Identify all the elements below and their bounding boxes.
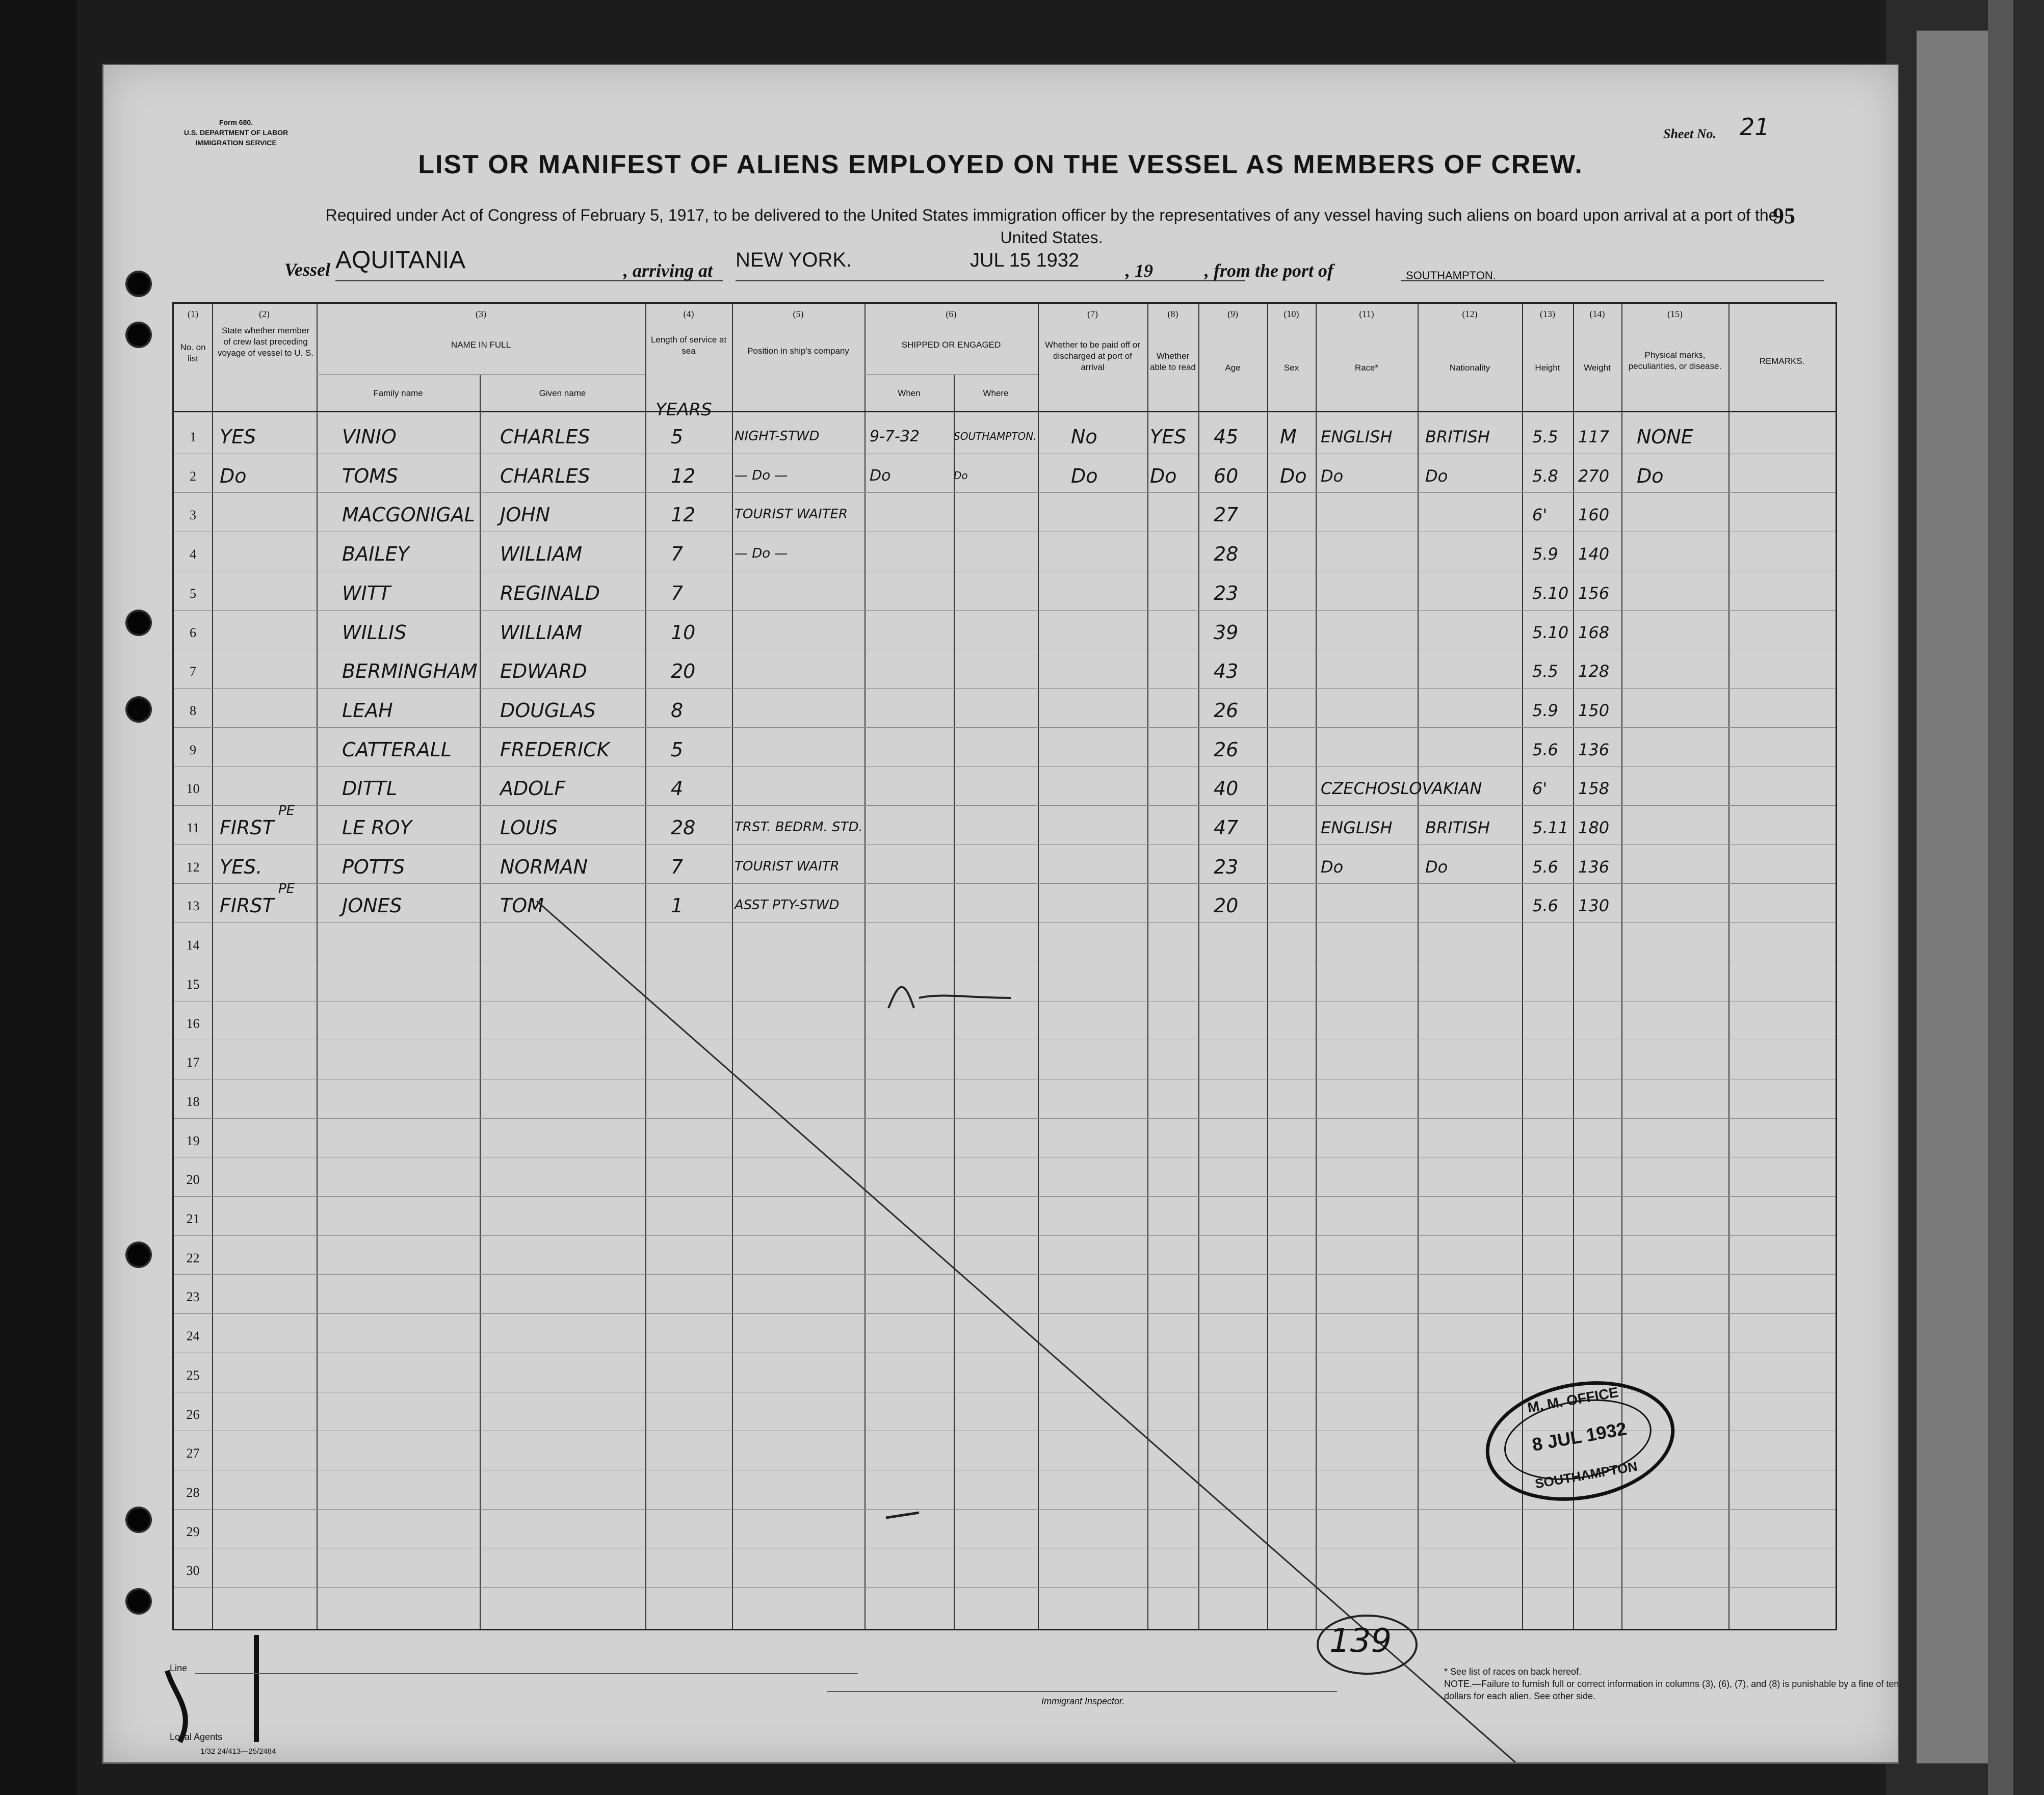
- colnum-1: (1): [188, 309, 198, 319]
- header-where: Where: [983, 388, 1009, 398]
- arrival-date: JUL 15 1932: [970, 250, 1080, 271]
- colnum-10: (10): [1283, 309, 1299, 319]
- colnum-4: (4): [683, 309, 694, 319]
- row-number: 7: [190, 664, 196, 679]
- cell-position: TRST. BEDRM. STD.: [735, 820, 863, 835]
- row-number: 1: [190, 430, 196, 444]
- row-number: 22: [186, 1250, 200, 1265]
- arriving-label: , arriving at: [623, 260, 713, 281]
- cell-state: YES.: [220, 855, 263, 878]
- colnum-14: (14): [1589, 309, 1605, 319]
- cell-family: LE ROY: [342, 816, 412, 839]
- cell-family: JONES: [342, 894, 402, 917]
- cell-height: 5.10: [1532, 583, 1569, 603]
- cell-family: BERMINGHAM: [342, 660, 478, 683]
- manifest-sheet: [102, 64, 1899, 1764]
- cell-weight: 158: [1578, 779, 1610, 799]
- colnum-6: (6): [946, 309, 957, 319]
- row-number: 30: [186, 1563, 200, 1578]
- cell-family: BAILEY: [342, 543, 409, 566]
- cell-given: JOHN: [500, 504, 551, 526]
- row-number: 14: [186, 938, 200, 953]
- cell-state: FIRST: [220, 894, 274, 917]
- row-number: 29: [186, 1524, 200, 1539]
- row-number: 16: [186, 1016, 200, 1031]
- cell-sex: Do: [1280, 464, 1307, 487]
- row-number: 26: [186, 1407, 200, 1422]
- fine-note: NOTE.—Failure to furnish full or correct information in columns (3), (6), (7), and (8) is punishable by a fine of ten dollars for each alien. See other side.: [1444, 1679, 1899, 1701]
- cell-weight: 128: [1578, 662, 1610, 681]
- cell-given: LOUIS: [500, 816, 558, 839]
- header-remarks: REMARKS.: [1759, 356, 1805, 366]
- cell-length: 8: [671, 699, 684, 722]
- row-number: 18: [186, 1094, 200, 1109]
- cell-length: 12: [671, 504, 696, 526]
- circled-number: 139: [1329, 1622, 1392, 1660]
- row-number: 20: [186, 1172, 200, 1187]
- cell-age: 40: [1214, 777, 1239, 800]
- cell-paid: No: [1071, 426, 1097, 448]
- cell-position: ASST PTY-STWD: [735, 898, 840, 913]
- header-family: Family name: [373, 388, 423, 398]
- cell-nationality: BRITISH: [1425, 818, 1490, 837]
- cell-family: WITT: [342, 582, 391, 604]
- cell-given: REGINALD: [500, 582, 600, 604]
- cell-given: CHARLES: [500, 464, 590, 487]
- adjacent-page-strip: [1917, 31, 1988, 1763]
- cell-position: TOURIST WAITER: [735, 507, 848, 522]
- cell-height: 5.5: [1532, 662, 1558, 681]
- cell-height: 5.6: [1532, 857, 1558, 877]
- handwritten-note: [888, 988, 894, 1006]
- cell-weight: 160: [1578, 505, 1610, 525]
- arrival-port: NEW YORK.: [736, 249, 852, 271]
- header-physical: Physical marks, peculiarities, or disease.: [1628, 350, 1722, 371]
- cell-family: MACGONIGAL: [342, 504, 475, 526]
- cell-family: LEAH: [342, 699, 393, 722]
- cell-sex: M: [1280, 426, 1297, 448]
- cell-height: 5.9: [1532, 700, 1558, 720]
- cell-given: DOUGLAS: [500, 699, 596, 722]
- diagonal-cancel-line: [103, 65, 1898, 1762]
- row-number: 12: [186, 859, 200, 875]
- cell-age: 45: [1214, 426, 1239, 448]
- row-number: 28: [186, 1485, 200, 1500]
- cell-where: Do: [954, 469, 968, 482]
- colnum-8: (8): [1167, 309, 1178, 319]
- row-number: 2: [190, 468, 196, 484]
- header-weight: Weight: [1584, 363, 1611, 373]
- colnum-9: (9): [1227, 309, 1238, 319]
- colnum-15: (15): [1667, 309, 1683, 319]
- cell-length: 20: [671, 660, 696, 683]
- row-number: 8: [190, 703, 196, 718]
- cell-weight: 180: [1578, 818, 1610, 837]
- cell-height: 5.9: [1532, 544, 1558, 564]
- cell-height: 5.11: [1532, 818, 1569, 837]
- cell-position: — Do —: [735, 467, 788, 483]
- stamp-port: SOUTHAMPTON: [1534, 1458, 1639, 1492]
- colnum-3: (3): [476, 309, 486, 319]
- cell-family: DITTL: [342, 777, 398, 800]
- cell-given: CHARLES: [500, 426, 590, 448]
- row-number: 27: [186, 1446, 200, 1461]
- cell-read: YES: [1150, 426, 1187, 448]
- cell-family: CATTERALL: [342, 738, 452, 761]
- cell-height: 6': [1532, 505, 1548, 525]
- cell-given: NORMAN: [500, 855, 588, 878]
- cell-weight: 150: [1578, 700, 1610, 720]
- cell-nationality: Do: [1425, 857, 1448, 877]
- cell-given: WILLIAM: [500, 543, 583, 566]
- cell-given: TOM: [500, 894, 544, 917]
- row-number: 3: [190, 508, 196, 523]
- header-position: Position in ship's company: [747, 346, 849, 356]
- cell-race: CZECHOSLOVAKIAN: [1321, 779, 1482, 799]
- cell-age: 20: [1214, 894, 1239, 917]
- header-state: State whether member of crew last preceding voyage of vessel to U. S.: [217, 326, 314, 358]
- vessel-label: Vessel: [284, 259, 330, 280]
- footer-note: [1444, 1666, 1903, 1702]
- cell-family: WILLIS: [342, 621, 407, 644]
- cell-height: 5.6: [1532, 740, 1558, 759]
- header-race: Race*: [1354, 363, 1379, 373]
- cell-race: ENGLISH: [1321, 427, 1393, 446]
- row-number: 25: [186, 1367, 200, 1383]
- header-nationality: Nationality: [1449, 363, 1490, 373]
- header-name: NAME IN FULL: [451, 340, 511, 350]
- row-number: 24: [186, 1329, 200, 1344]
- header-paid-off: Whether to be paid off or discharged at port of arrival: [1045, 340, 1140, 372]
- cell-length: 12: [671, 464, 696, 487]
- service-name: IMMIGRATION SERVICE: [195, 139, 277, 147]
- cell-weight: 117: [1578, 427, 1610, 446]
- cell-height: 5.8: [1532, 466, 1558, 486]
- cell-nationality: Do: [1425, 466, 1448, 486]
- cell-weight: 130: [1578, 896, 1610, 916]
- cell-family: VINIO: [342, 426, 397, 448]
- cell-age: 27: [1214, 504, 1239, 526]
- cell-weight: 270: [1578, 466, 1610, 486]
- cell-height: 5.5: [1532, 427, 1558, 446]
- page-subtitle: Required under Act of Congress of February 5, 1917, to be delivered to the United States immigration officer by the representatives of any vessel having such aliens on board upon arrival at a port of the United States.: [325, 206, 1778, 247]
- colnum-2: (2): [259, 309, 270, 319]
- header-when: When: [898, 388, 921, 398]
- year-label: , 19: [1125, 260, 1153, 281]
- colnum-5: (5): [793, 309, 804, 319]
- cell-state: FIRST: [220, 816, 274, 839]
- row-number: 6: [190, 625, 196, 640]
- stamp-date: 8 JUL 1932: [1530, 1418, 1629, 1456]
- cell-age: 26: [1214, 738, 1239, 761]
- cell-physical: Do: [1637, 464, 1664, 487]
- inspector-rule: [827, 1691, 1337, 1692]
- cell-age: 39: [1214, 621, 1239, 644]
- cell-state: Do: [220, 464, 247, 487]
- row-number: 9: [190, 742, 196, 757]
- adjacent-page-edge: [1988, 0, 2013, 1795]
- cell-length: 5: [671, 426, 684, 448]
- pe-mark: PE: [278, 881, 295, 897]
- cell-family: POTTS: [342, 855, 405, 878]
- footer-line-label: Line: [170, 1663, 188, 1673]
- row-number: 11: [186, 821, 200, 835]
- cell-where: SOUTHAMPTON.: [954, 430, 1037, 442]
- header-shipped: SHIPPED OR ENGAGED: [901, 340, 1001, 350]
- cell-when: Do: [870, 466, 891, 485]
- cell-weight: 156: [1578, 583, 1610, 603]
- cell-physical: NONE: [1637, 426, 1693, 448]
- page-title: LIST OR MANIFEST OF ALIENS EMPLOYED ON THE VESSEL AS MEMBERS OF CREW.: [418, 150, 1583, 179]
- cell-length: 5: [671, 738, 684, 761]
- cell-read: Do: [1150, 464, 1177, 487]
- colnum-11: (11): [1359, 309, 1374, 319]
- departure-port: SOUTHAMPTON.: [1406, 269, 1496, 282]
- row-number: 4: [190, 547, 196, 562]
- footer-print-code: 1/32 24/413—25/2484: [200, 1747, 276, 1756]
- cell-age: 28: [1214, 543, 1239, 566]
- cell-length: 7: [671, 855, 684, 878]
- cell-state: YES: [220, 426, 256, 448]
- cell-position: NIGHT-STWD: [735, 429, 820, 444]
- sheet-number-value: 21: [1740, 113, 1770, 141]
- department-name: U.S. DEPARTMENT OF LABOR: [184, 128, 289, 137]
- header-sex: Sex: [1283, 363, 1299, 373]
- cell-age: 60: [1214, 464, 1239, 487]
- cell-age: 43: [1214, 660, 1239, 683]
- cell-given: FREDERICK: [500, 738, 610, 761]
- cell-when: 9-7-32: [870, 428, 920, 445]
- cell-age: 47: [1214, 816, 1239, 839]
- row-number: 23: [186, 1289, 200, 1305]
- cell-given: EDWARD: [500, 660, 587, 683]
- cell-age: 26: [1214, 699, 1239, 722]
- sheet-number-label: Sheet No.: [1663, 126, 1716, 141]
- row-number: 15: [186, 976, 200, 992]
- header-age: Age: [1225, 363, 1241, 373]
- cell-position: TOURIST WAITR: [735, 858, 840, 874]
- from-port-label: , from the port of: [1204, 260, 1334, 281]
- colnum-12: (12): [1462, 309, 1478, 319]
- cell-height: 5.6: [1532, 896, 1558, 916]
- form-number: Form 680.: [219, 118, 253, 126]
- pe-mark: PE: [278, 803, 295, 819]
- cell-age: 23: [1214, 582, 1239, 604]
- header-height: Height: [1535, 363, 1560, 373]
- cell-weight: 136: [1578, 740, 1610, 759]
- cell-given: WILLIAM: [500, 621, 583, 644]
- header-length: Length of service at sea: [650, 335, 727, 356]
- binder-edge: [0, 0, 76, 1795]
- cell-paid: Do: [1071, 464, 1098, 487]
- cell-length: 28: [671, 816, 696, 839]
- page-number: 95: [1773, 203, 1795, 228]
- cell-height: 5.10: [1532, 622, 1569, 642]
- cell-nationality: BRITISH: [1425, 427, 1490, 446]
- colnum-13: (13): [1540, 309, 1555, 319]
- cell-length: 10: [671, 621, 696, 644]
- cell-length: 4: [671, 777, 684, 800]
- cell-race: Do: [1321, 466, 1344, 486]
- cell-position: — Do —: [735, 546, 788, 562]
- header-read: Whether able to read: [1150, 351, 1196, 372]
- header-given: Given name: [539, 388, 586, 398]
- cell-race: ENGLISH: [1321, 818, 1393, 837]
- cell-length: 7: [671, 543, 684, 566]
- row-number: 17: [186, 1055, 200, 1070]
- cell-age: 23: [1214, 855, 1239, 878]
- vessel-name: AQUITANIA: [335, 247, 466, 274]
- cell-race: Do: [1321, 857, 1344, 877]
- row-number: 5: [190, 586, 196, 601]
- cell-given: ADOLF: [500, 777, 566, 800]
- footer-local-agents: Local Agents: [170, 1732, 223, 1742]
- cell-height: 6': [1532, 779, 1548, 799]
- row-number: 21: [186, 1211, 200, 1226]
- cell-weight: 168: [1578, 622, 1610, 642]
- cell-weight: 140: [1578, 544, 1610, 564]
- row-number: 13: [186, 899, 200, 914]
- footer-inspector: Immigrant Inspector.: [1041, 1696, 1125, 1706]
- row-number: 19: [186, 1133, 200, 1148]
- years-annotation: YEARS: [656, 400, 712, 420]
- header-no: No. on list: [180, 342, 206, 363]
- colnum-7: (7): [1087, 309, 1098, 319]
- cell-weight: 136: [1578, 857, 1610, 877]
- cell-family: TOMS: [342, 464, 399, 487]
- row-number: 10: [186, 781, 200, 797]
- cell-length: 1: [671, 894, 684, 917]
- footer-line-rule: [195, 1673, 858, 1674]
- races-note: * See list of races on back hereof.: [1444, 1667, 1582, 1677]
- cell-length: 7: [671, 582, 684, 604]
- stamp-office: M. M. OFFICE: [1526, 1384, 1620, 1416]
